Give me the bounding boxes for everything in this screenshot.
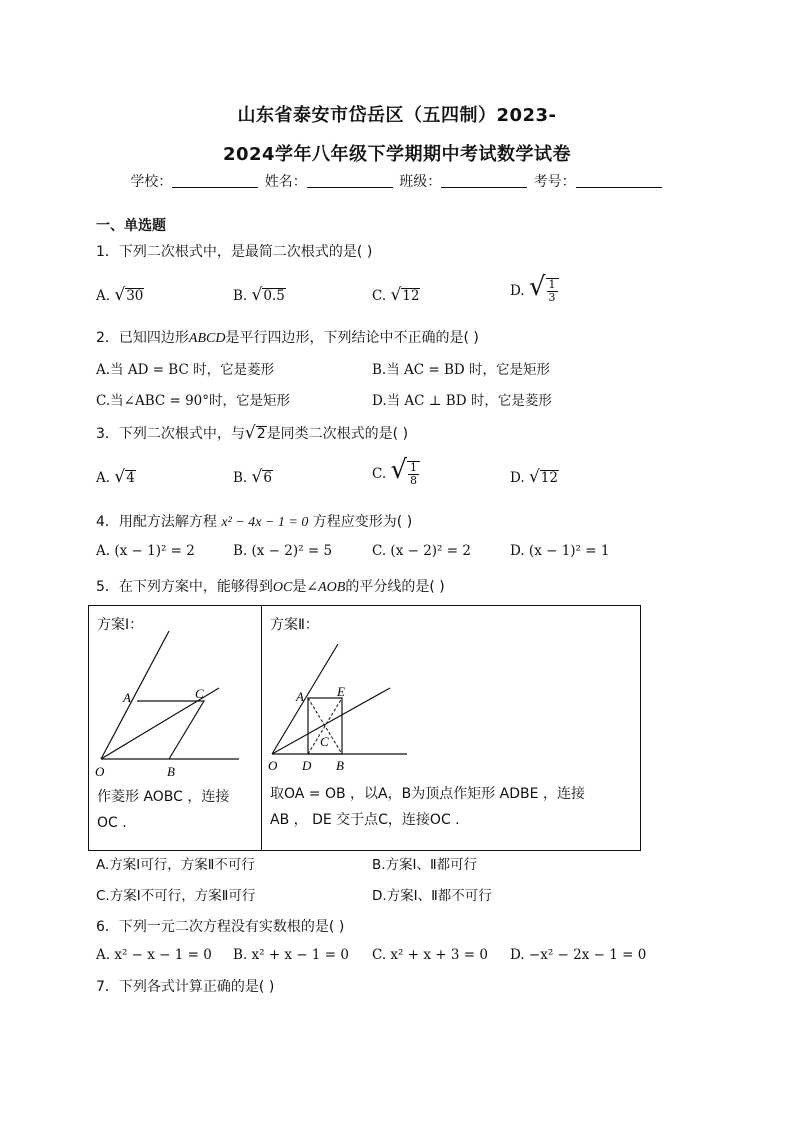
name-label: 姓名： — [264, 174, 307, 190]
q4-option-b[interactable]: B. (x − 2)² = 5 — [233, 543, 333, 559]
q1-a-radicand: 30 — [126, 288, 144, 304]
rhombus-sides — [137, 701, 204, 759]
label-b: B — [336, 758, 344, 773]
class-blank[interactable] — [441, 173, 527, 188]
q2-option-a[interactable]: A.当 AD = BC 时，它是菱形 — [96, 362, 275, 378]
label-d: D — [302, 758, 312, 773]
q1-b-radicand: 0.5 — [263, 288, 285, 304]
q4-option-d[interactable]: D. (x − 1)² = 1 — [510, 543, 610, 559]
q3-option-a[interactable]: A. √4 — [96, 467, 135, 487]
plan-1-text: 作菱形 AOBC ，连接 OC . — [97, 789, 230, 831]
question-4-stem: 4．用配方法解方程 x² − 4x − 1 = 0 方程应变形为( ) — [96, 514, 413, 530]
question-7-stem: 7．下列各式计算正确的是( ) — [96, 979, 275, 995]
q5-option-c[interactable]: C.方案Ⅰ不可行，方案Ⅱ可行 — [96, 888, 256, 904]
label-c: C — [195, 686, 204, 701]
q6-option-a[interactable]: A. x² − x − 1 = 0 — [96, 947, 212, 963]
q1-option-c[interactable]: C. √12 — [372, 285, 420, 305]
q4-option-a[interactable]: A. (x − 1)² = 2 — [96, 543, 195, 559]
exam-number-label: 考号： — [533, 174, 576, 190]
exam-title-line2: 2024学年八年级下学期期中考试数学试卷 — [222, 144, 572, 165]
question-5-stem: 5．在下列方案中，能够得到OC是∠AOB的平分线的是( ) — [96, 579, 445, 595]
question-3-stem: 3．下列二次根式中，与√2是同类二次根式的是( ) — [96, 423, 409, 443]
q5-option-d[interactable]: D.方案Ⅰ、Ⅱ都不可行 — [372, 888, 492, 904]
q1-c-radicand: 12 — [402, 288, 420, 304]
school-label: 学校： — [130, 174, 173, 190]
plan-1-rhombus-diagram — [89, 626, 261, 796]
label-c: C — [320, 734, 329, 749]
q6-option-d[interactable]: D. −x² − 2x − 1 = 0 — [510, 947, 647, 963]
q5-option-b[interactable]: B.方案Ⅰ、Ⅱ都可行 — [372, 857, 478, 873]
q2-option-d[interactable]: D.当 AC ⊥ BD 时，它是菱形 — [372, 393, 552, 409]
label-a: A — [123, 690, 131, 705]
exam-title-line1: 山东省泰安市岱岳区（五四制）2023- — [237, 105, 557, 126]
q3-option-d[interactable]: D. √12 — [510, 467, 558, 487]
q3-option-c[interactable]: C. √ $\frac{1}{8}$ — [372, 455, 420, 487]
plan-2-text: 取OA = OB ，以A，B为顶点作矩形 ADBE ，连接 AB ， DE 交于点C，连接OC . — [270, 786, 585, 828]
q5-option-a[interactable]: A.方案Ⅰ可行，方案Ⅱ不可行 — [96, 857, 255, 873]
plan-2-title: 方案Ⅱ： — [270, 617, 319, 633]
student-info-fields — [0, 171, 794, 191]
label-o: O — [95, 764, 105, 779]
q1-option-b[interactable]: B. √0.5 — [233, 285, 285, 305]
section-heading: 一、单选题 — [96, 218, 166, 234]
name-blank[interactable] — [307, 173, 393, 188]
question-6-stem: 6．下列一元二次方程没有实数根的是( ) — [96, 919, 345, 935]
label-o: O — [268, 758, 278, 773]
label-a: A — [296, 689, 304, 704]
q6-option-c[interactable]: C. x² + x + 3 = 0 — [372, 947, 488, 963]
q2-option-c[interactable]: C.当∠ABC = 90°时，它是矩形 — [96, 393, 291, 409]
question-1-stem: 1．下列二次根式中，是最简二次根式的是( ) — [96, 244, 373, 260]
plan-1-cell — [89, 606, 262, 851]
q1-option-a[interactable]: A. √30 — [96, 285, 144, 305]
exam-number-blank[interactable] — [576, 173, 662, 188]
q5-plans-table — [88, 605, 641, 851]
plan-2-rectangle-diagram — [262, 626, 642, 796]
plan-2-cell — [262, 606, 641, 851]
question-2-stem: 2．已知四边形ABCD是平行四边形，下列结论中不正确的是( ) — [96, 330, 479, 346]
q3-option-b[interactable]: B. √6 — [233, 467, 272, 487]
class-label: 班级： — [399, 174, 442, 190]
plan-1-title: 方案Ⅰ： — [97, 617, 144, 633]
q6-option-b[interactable]: B. x² + x − 1 = 0 — [233, 947, 350, 963]
label-b: B — [167, 764, 175, 779]
school-blank[interactable] — [172, 173, 258, 188]
q3-c-fraction: $\frac{1}{8}$ — [410, 461, 418, 487]
q2-option-b[interactable]: B.当 AC = BD 时，它是矩形 — [372, 362, 551, 378]
ray-oa — [101, 631, 169, 759]
q1-d-fraction: $\frac{1}{3}$ — [548, 278, 556, 304]
label-e: E — [337, 684, 345, 699]
q4-option-c[interactable]: C. (x − 2)² = 2 — [372, 543, 471, 559]
q1-option-d[interactable]: D. √ $\frac{1}{3}$ — [510, 272, 559, 304]
